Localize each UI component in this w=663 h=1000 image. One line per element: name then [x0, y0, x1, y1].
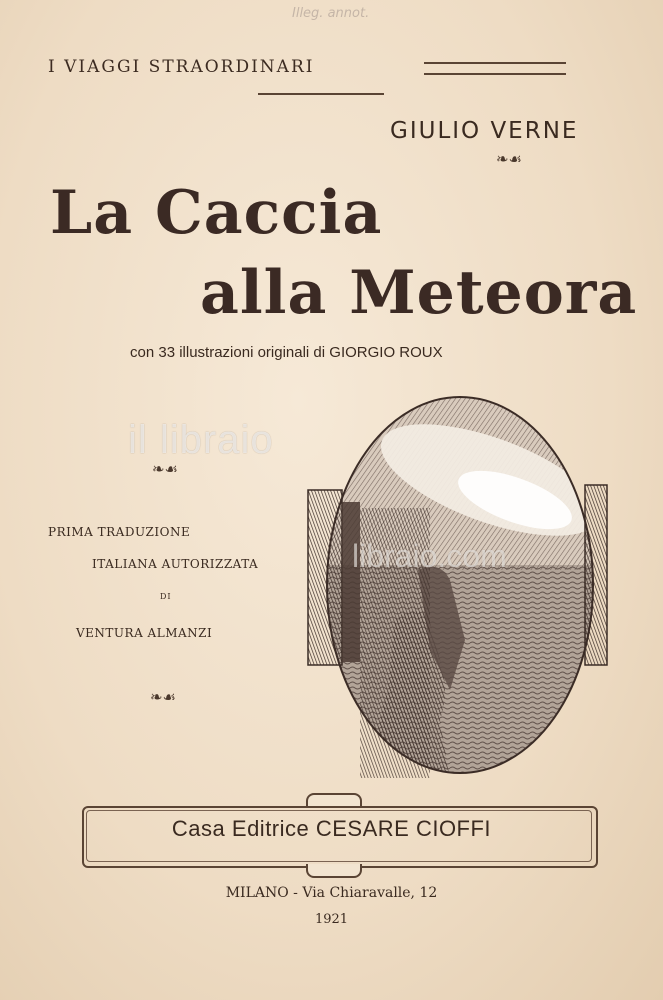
- ornament-icon: ❧☙: [496, 150, 523, 168]
- series-title: I VIAGGI STRAORDINARI: [48, 57, 315, 77]
- pencil-annotation: Illeg. annot.: [292, 6, 370, 21]
- series-underline: [258, 93, 384, 95]
- watermark-text: libraio.com: [352, 538, 507, 574]
- book-title-line1: La Caccia: [50, 178, 383, 248]
- cartouche-ornament: [306, 793, 362, 807]
- publication-year: 1921: [314, 912, 349, 927]
- illustrations-credit: con 33 illustrazioni originali di GIORGIO ROUX: [130, 344, 443, 361]
- cartouche-ornament: [306, 864, 362, 878]
- ornament-icon: ❧☙: [152, 460, 179, 478]
- translation-line3: DI: [160, 592, 172, 601]
- publisher-address: MILANO - Via Chiaravalle, 12: [225, 885, 438, 901]
- watermark-text: il libraio: [128, 418, 274, 462]
- double-rule: [424, 62, 566, 75]
- translation-line1: PRIMA TRADUZIONE: [48, 525, 191, 539]
- translation-line2: ITALIANA AUTORIZZATA: [92, 557, 259, 571]
- publisher-name: Casa Editrice CESARE CIOFFI: [171, 816, 492, 841]
- translator-name: VENTURA ALMANZI: [76, 626, 213, 640]
- book-title-line2: alla Meteora: [200, 258, 638, 328]
- author-name: GIULIO VERNE: [390, 118, 579, 144]
- engraving-illustration: [300, 390, 610, 780]
- ornament-icon: ❧☙: [150, 688, 177, 706]
